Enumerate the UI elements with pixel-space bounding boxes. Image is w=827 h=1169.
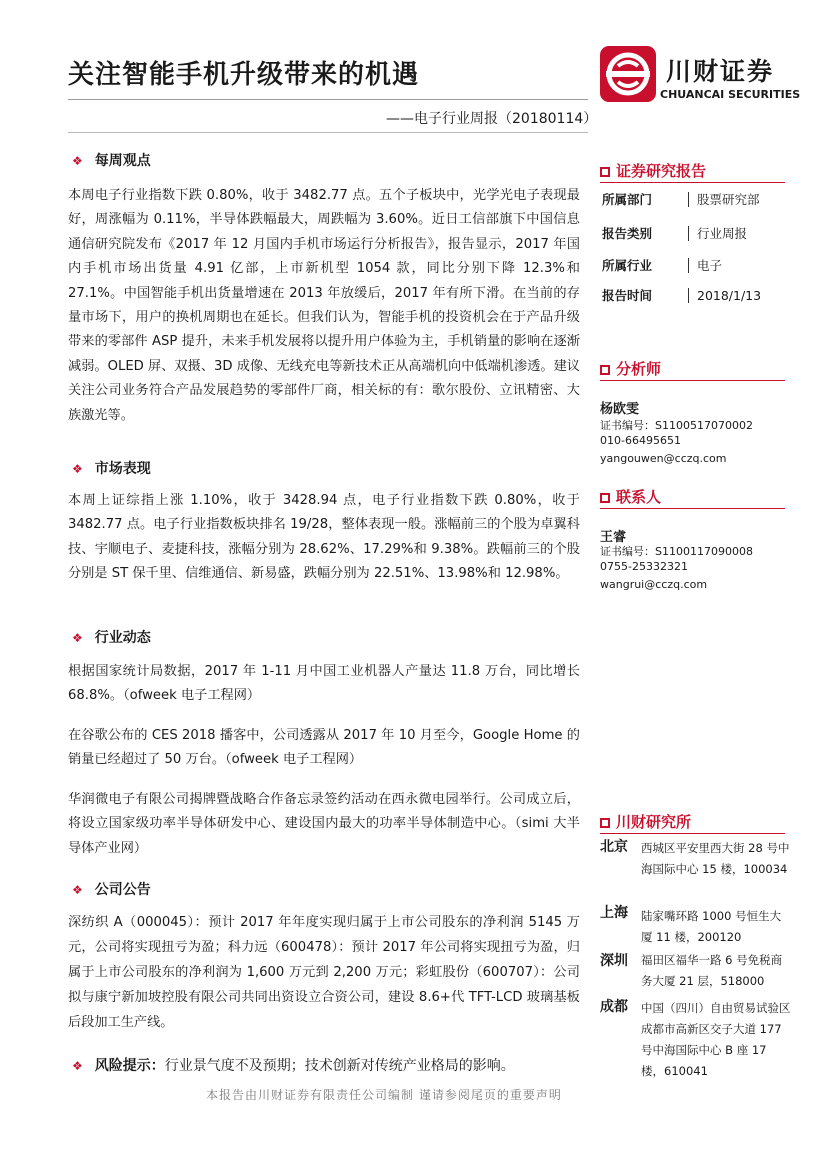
office-city-beijing: 北京 — [600, 839, 628, 855]
section-title-market: ❖ 市场表现 — [72, 461, 151, 477]
office-city-shanghai: 上海 — [600, 905, 628, 921]
sidebar-head-report: 证券研究报告 — [600, 160, 706, 181]
analyst-cert: 证书编号：S1100517070002 — [600, 419, 753, 432]
sidebar-head-analyst: 分析师 — [600, 358, 661, 379]
industry-item: 华润微电子有限公司揭牌暨战略合作备忘录签约活动在西永微电园举行。公司成立后，将设立国家级功率半导体研发中心、建设国内最大的功率半导体制造中心。（simi 大半导体产业网） — [68, 792, 580, 856]
meta-row-department: 所属部门 股票研究部 — [602, 192, 760, 207]
contact-phone: 0755-25332321 — [600, 560, 688, 573]
diamond-bullet-icon: ❖ — [72, 1059, 83, 1073]
office-city-chengdu: 成都 — [600, 999, 628, 1015]
section-title-company: ❖ 公司公告 — [72, 882, 151, 898]
section-title-industry: ❖ 行业动态 — [72, 630, 151, 646]
section-title-weekly-view: ❖ 每周观点 — [72, 153, 151, 169]
weekly-view-paragraph: 本周电子行业指数下跌 0.80%，收于 3482.77 点。五个子板块中，光学光电子表现最好，周涨幅为 0.11%，半导体跌幅最大，周跌幅为 3.60%。近日工信部旗下中国信息通信研究院发布《2017 年 12 月国内手机市场运行分析报告》，报告显示，2017 年国内手机市场出货量 4.91 亿部，上市新机型 1054 款，同比分别下降 12.3%和 27.1%。中国智能手机出货量增速在 2013 年放缓后，2017 年有所下滑。在当前的存量市场下，用户的换机周期也在延长。但我们认为，智能手机的投资机会在于产品升级带来的零部件 ASP 提升，未来手机发展将以提升用户体验为主，手机销量的影响在逐渐减弱。OLED 屏、双摄、3D 成像、无线充电等新技术正从高端机向中低端机渗透。建议关注公司业务符合产品发展趋势的零部件厂商，相关标的有：歌尔股份、立讯精密、大族激光等。 — [68, 188, 580, 423]
industry-item: 根据国家统计局数据，2017 年 1-11 月中国工业机器人产量达 11.8 万台，同比增长 68.8%。（ofweek 电子工程网） — [68, 664, 580, 704]
diamond-bullet-icon: ❖ — [72, 631, 83, 645]
office-address-shenzhen: 福田区福华一路 6 号免税商务大厦 21 层，518000 — [641, 953, 783, 988]
square-bullet-icon — [600, 167, 610, 177]
report-subtitle: ——电子行业周报（20180114） — [386, 111, 598, 127]
diamond-bullet-icon: ❖ — [72, 883, 83, 897]
contact-cert: 证书编号：S1100117090008 — [600, 545, 753, 558]
analyst-name: 杨欧雯 — [600, 402, 640, 417]
office-address-chengdu: 中国（四川）自由贸易试验区成都市高新区交子大道 177 号中海国际中心 B 座 17 楼，610041 — [641, 1001, 791, 1078]
square-bullet-icon — [600, 818, 610, 828]
company-paragraph: 深纺织 A（000045）：预计 2017 年年度实现归属于上市公司股东的净利润 5145 万元，公司将实现扭亏为盈；科力远（600478）：预计 2017 年公司将实现扭亏为盈，归属于上市公司股东的净利润为 1,600 万元到 2,200 万元；彩虹股份（600707）：公司拟与康宁新加坡控股有限公司共同出资设立合资公司，建设 8.6+代 TFT-LCD 玻璃基板后段加工生产线。 — [68, 915, 580, 1030]
diamond-bullet-icon: ❖ — [72, 154, 83, 168]
sidebar-divider — [600, 833, 785, 834]
industry-item: 在谷歌公布的 CES 2018 播客中，公司透露从 2017 年 10 月至今，Google Home 的销量已经超过了 50 万台。（ofweek 电子工程网） — [68, 728, 580, 768]
sidebar-head-institute: 川财研究所 — [600, 811, 691, 832]
square-bullet-icon — [600, 365, 610, 375]
brand-name-cn: 川财证券 — [666, 57, 775, 86]
analyst-phone: 010-66495651 — [600, 434, 681, 447]
page-footer-disclaimer: 本报告由川财证券有限责任公司编制 谨请参阅尾页的重要声明 — [206, 1088, 562, 1102]
analyst-email[interactable]: yangouwen@cczq.com — [600, 452, 727, 465]
contact-name: 王睿 — [600, 530, 627, 545]
office-city-shenzhen: 深圳 — [600, 953, 628, 969]
meta-row-date: 报告时间 2018/1/13 — [602, 288, 762, 303]
office-address-beijing: 西城区平安里西大街 28 号中海国际中心 15 楼，100034 — [641, 841, 790, 876]
diamond-bullet-icon: ❖ — [72, 462, 83, 476]
meta-row-category: 报告类别 行业周报 — [602, 226, 748, 241]
chuancai-logo-icon — [600, 46, 656, 102]
market-paragraph: 本周上证综指上涨 1.10%，收于 3428.94 点，电子行业指数下跌 0.80%，收于 3482.77 点。电子行业指数板块排名 19/28，整体表现一般。涨幅前三的个股为卓翼科技、宇顺电子、麦捷科技，涨幅分别为 28.62%、17.29%和 9.38%。跌幅前三的个股分别是 ST 保千里、信维通信、新易盛，跌幅分别为 22.51%、13.98%和 12.98%。 — [68, 493, 580, 582]
office-address-shanghai: 陆家嘴环路 1000 号恒生大厦 11 楼，200120 — [641, 909, 782, 944]
meta-row-industry: 所属行业 电子 — [602, 258, 723, 273]
sidebar-head-contact: 联系人 — [600, 486, 661, 507]
title-divider — [68, 99, 588, 100]
contact-email[interactable]: wangrui@cczq.com — [600, 578, 708, 591]
sidebar-divider — [600, 508, 785, 509]
risk-note: ❖ 风险提示：行业景气度不及预期；技术创新对传统产业格局的影响。 — [72, 1058, 515, 1074]
sidebar-divider — [600, 380, 785, 381]
subtitle-divider — [68, 132, 588, 133]
report-title: 关注智能手机升级带来的机遇 — [68, 60, 420, 90]
square-bullet-icon — [600, 493, 610, 503]
sidebar-divider — [600, 182, 785, 183]
brand-name-en: CHUANCAI SECURITIES — [660, 88, 801, 101]
